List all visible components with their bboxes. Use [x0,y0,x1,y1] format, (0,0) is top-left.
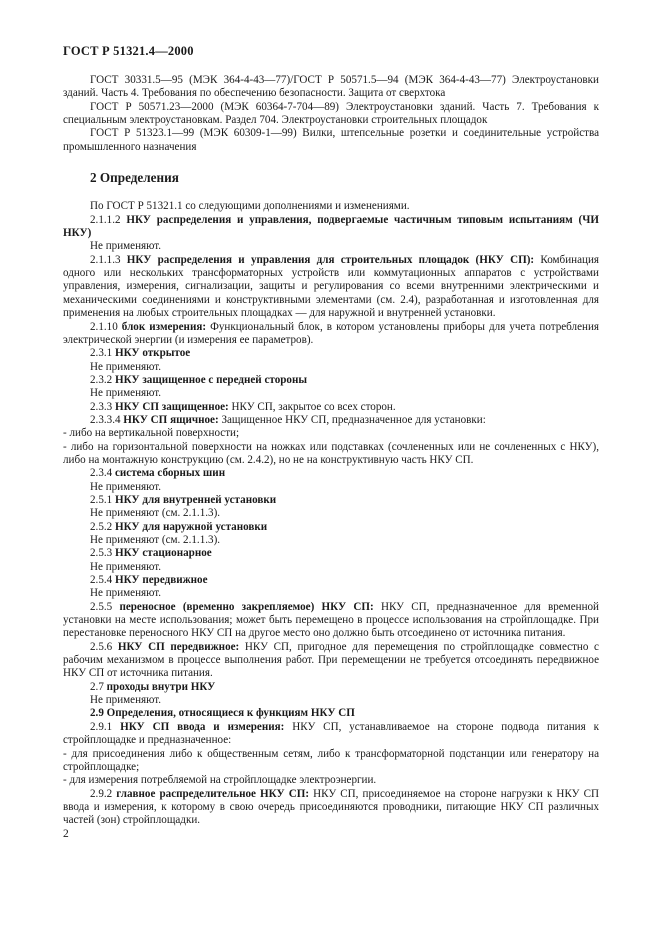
definition-text: Не применяют. [90,480,162,493]
definition-text: Не применяют. [90,587,162,600]
definition-text: Не применяют. [90,240,162,253]
definition-text: Функциональный блок, в котором установлены приборы для учета потребления электрической энергии (и измерения ее параметров). [63,320,599,346]
definition-term: НКУ распределения и управления для строительных площадок (НКУ СП): [126,253,535,266]
definition-number: 2.1.1.2 [90,213,121,226]
section-title: 2 Определения [90,170,179,186]
definition-term: НКУ СП ввода и измерения: [120,720,285,733]
definition-2-9-2 [63,788,599,828]
page-number: 2 [63,828,69,840]
definition-text: Комбинация одного или нескольких трансформаторных устройств или коммутационных аппаратов с устройствами управления, измерения, сигнализации, защиты и регулирования со всеми внутренними электрическими и механическими соединениями и конструктивными элементами (см. 2.4), разработанная и изготовленная для применения на любых строительных площадках — для наружной и внутренней установки. [63,253,599,320]
definition-text: НКУ СП, присоединяемое на стороне нагрузки к НКУ СП ввода и измерения, к которому в свою очередь присоединяются проводники, питающие НКУ СП различных частей (зон) стройплощадки. [63,787,599,827]
definition-number: 2.5.5 [90,600,113,613]
definition-text: Не применяют. [90,360,162,373]
definition-term: проходы внутри НКУ [106,680,216,693]
definition-number: 2.1.1.3 [90,253,121,266]
definition-2-9 [63,707,599,720]
definition-text: Защищенное НКУ СП, предназначенное для установки: [221,413,486,426]
definition-term: НКУ для наружной установки [114,520,268,533]
definition-2-5-3 [63,547,599,560]
definition-number: 2.5.1 [90,493,113,506]
definition-2-3-3 [63,401,599,414]
definition-2-5-6 [63,641,599,681]
definition-text: Не применяют. [90,560,162,573]
definition-term: НКУ для внутренней установки [114,493,277,506]
definition-2-3-4 [63,467,599,480]
definition-term: НКУ передвижное [114,574,208,587]
definition-2-1-1-2 [63,214,599,241]
definition-2-5-1 [63,494,599,507]
definition-number: 2.3.1 [90,347,113,360]
definition-2-9-1 [63,721,599,748]
definition-number: 2.3.3 [90,400,113,413]
definition-term: Определения, относящиеся к функциям НКУ СП [106,707,355,720]
definition-term: система сборных шин [114,467,226,480]
definition-number: 2.3.3.4 [90,413,121,426]
document-body [63,74,599,828]
definition-number: 2.3.2 [90,373,113,386]
definition-term: блок измерения: [121,320,207,333]
definition-2-5-4 [63,574,599,587]
definition-2-1-1-3 [63,254,599,321]
reference-item: ГОСТ Р 51323.1—99 (МЭК 60309-1—99) Вилки, штепсельные розетки и соединительные устройства промышленного назначения [63,127,599,153]
list-item: - для присоединения либо к общественным сетям, либо к трансформаторной подстанции или генератору на стройплощадке; [63,747,599,773]
definition-term: НКУ защищенное с передней стороны [114,373,308,386]
definition-number: 2.1.10 [90,320,118,333]
section-intro: По ГОСТ Р 51321.1 со следующими дополнениями и изменениями. [90,200,410,213]
definition-2-3-2 [63,374,599,387]
definition-number: 2.5.4 [90,574,113,587]
definition-number: 2.9 [90,707,104,720]
definition-number: 2.5.6 [90,640,113,653]
definition-text: НКУ СП, пригодное для перемещения по стройплощадке совместно с рабочим механизмом в процессе выполнения работ. При перемещении не требуется отсоединять передвижное НКУ СП от источника питания. [63,640,599,680]
definition-text: Не применяют (см. 2.1.1.3). [90,507,221,520]
definition-text: НКУ СП, предназначенное для временной установки на месте использования; может быть перемещено в процессе использования на стройплощадке. При перестановке переносного НКУ СП на другое место оно должно быть отсоединено от источника питания. [63,600,599,640]
definition-term: НКУ СП передвижное: [117,640,240,653]
definition-term: НКУ распределения и управления, подвергаемые частичным типовым испытаниям (ЧИ НКУ) [63,213,599,240]
definition-text: НКУ СП, закрытое со всех сторон. [231,400,396,413]
definition-term: НКУ СП защищенное: [114,400,229,413]
definition-2-7 [63,681,599,694]
definition-2-1-10 [63,321,599,348]
definition-term: переносное (временно закрепляемое) НКУ СП: [119,600,374,613]
definition-2-5-2 [63,521,599,534]
definition-2-5-5 [63,601,599,641]
definition-term: НКУ открытое [114,347,191,360]
definition-text: Не применяют (см. 2.1.1.3). [90,534,221,546]
list-item: - либо на вертикальной поверхности; [63,427,240,440]
definition-number: 2.9.1 [90,720,113,733]
definition-2-3-1 [63,347,599,360]
list-item: - либо на горизонтальной поверхности на ножках или подставках (сочлененных или не сочлененных с НКУ), либо на монтажную конструкцию (см. 2.4.2), но не на конструктивную часть НКУ СП. [63,440,599,466]
definition-text: НКУ СП, устанавливаемое на стороне подвода питания к стройплощадке и предназначенное: [63,720,600,747]
definition-2-3-3-4 [63,414,599,427]
definition-term: главное распределительное НКУ СП: [116,787,310,800]
definition-term: НКУ стационарное [114,547,212,560]
reference-item: ГОСТ 30331.5—95 (МЭК 364-4-43—77)/ГОСТ Р 50571.5—94 (МЭК 364-4-43—77) Электроустановки зданий. Часть 4. Требования по обеспечению безопасности. Защита от сверхтока [63,74,599,100]
document-header: ГОСТ Р 51321.4—2000 [63,44,194,58]
definition-number: 2.9.2 [90,787,113,800]
definition-term: НКУ СП ящичное: [123,413,219,426]
definition-number: 2.3.4 [90,467,113,480]
reference-item: ГОСТ Р 50571.23—2000 (МЭК 60364-7-704—89) Электроустановки зданий. Часть 7. Требования к специальным электроустановкам. Раздел 704. Электроустановки строительных площадок [63,100,599,127]
definition-number: 2.5.2 [90,520,113,533]
definition-text: Не применяют. [90,694,162,707]
definition-number: 2.7 [90,680,104,693]
definition-text: Не применяют. [90,387,162,400]
list-item: - для измерения потребляемой на стройплощадке электроэнергии. [63,774,377,787]
definition-number: 2.5.3 [90,547,113,560]
